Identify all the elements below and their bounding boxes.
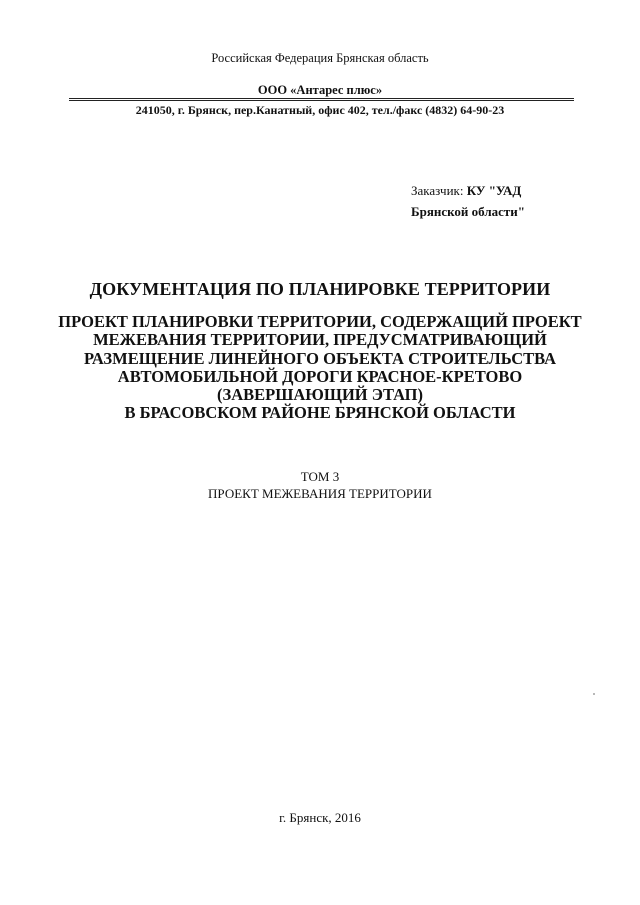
project-subtitle <box>40 313 600 423</box>
customer-name-line2: Брянской области" <box>411 204 526 219</box>
customer-label: Заказчик: <box>411 183 464 198</box>
subtitle-line: МЕЖЕВАНИЯ ТЕРРИТОРИИ, ПРЕДУСМАТРИВАЮЩИЙ <box>93 330 547 350</box>
company-name: ООО «Антарес плюс» <box>257 83 383 97</box>
scan-speck <box>593 693 595 695</box>
customer-name-line1: КУ "УАД <box>466 183 522 198</box>
subtitle-line: РАЗМЕЩЕНИЕ ЛИНЕЙНОГО ОБЪЕКТА СТРОИТЕЛЬСТВА <box>83 348 557 368</box>
header-divider-bottom <box>69 100 574 101</box>
document-title: ДОКУМЕНТАЦИЯ ПО ПЛАНИРОВКЕ ТЕРРИТОРИИ <box>89 279 551 299</box>
customer-block <box>411 180 525 222</box>
volume-name: ПРОЕКТ МЕЖЕВАНИЯ ТЕРРИТОРИИ <box>208 486 432 501</box>
subtitle-line: АВТОМОБИЛЬНОЙ ДОРОГИ КРАСНОЕ-КРЕТОВО <box>117 366 523 386</box>
header-divider-top <box>69 98 574 99</box>
city-year: г. Брянск, 2016 <box>279 810 361 825</box>
company-address: 241050, г. Брянск, пер.Канатный, офис 402, тел./факс (4832) 64-90-23 <box>135 103 505 117</box>
volume-number: ТОМ 3 <box>300 469 340 484</box>
region-line: Российская Федерация Брянская область <box>211 51 429 65</box>
subtitle-line: (ЗАВЕРШАЮЩИЙ ЭТАП) <box>217 385 423 405</box>
subtitle-line: В БРАСОВСКОМ РАЙОНЕ БРЯНСКОЙ ОБЛАСТИ <box>124 403 516 423</box>
subtitle-line: ПРОЕКТ ПЛАНИРОВКИ ТЕРРИТОРИИ, СОДЕРЖАЩИЙ ПРОЕКТ <box>58 312 582 331</box>
